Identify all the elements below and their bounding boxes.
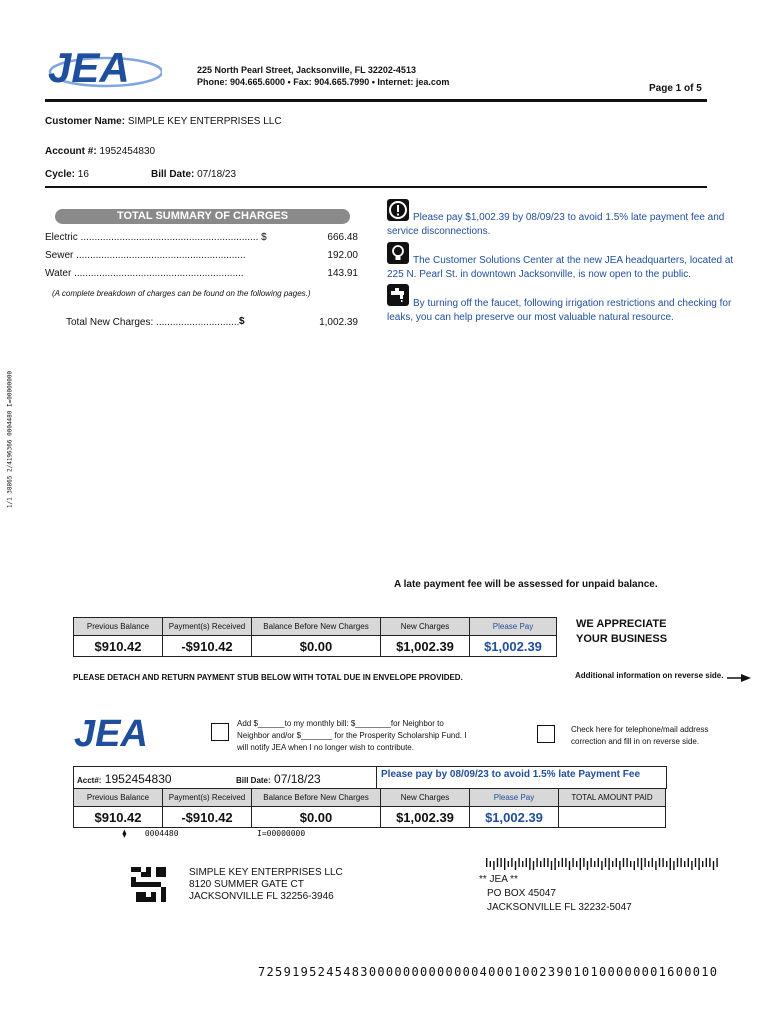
stub-new-charges: $1,002.39 xyxy=(381,807,470,828)
stub-code-left xyxy=(122,829,179,838)
account-number: 1952454830 xyxy=(99,146,156,157)
col-balance-before: Balance Before New Charges xyxy=(252,618,381,636)
stub-acct-number: 1952454830 xyxy=(104,772,172,786)
additional-info: Additional information on reverse side. xyxy=(575,671,724,680)
mail-to-line: PO BOX 45047 xyxy=(487,888,556,899)
water-value: 143.91 xyxy=(327,268,358,279)
summary-note: (A complete breakdown of charges can be found on the following pages.) xyxy=(52,289,311,298)
address-correction-text: Check here for telephone/mail address correction and fill in on reverse side. xyxy=(571,725,709,746)
scanline: 725919524548300000000000004000100239010100000001600010 xyxy=(258,965,719,979)
total-label: Total New Charges: .............................. xyxy=(66,317,240,328)
bill-date-label: Bill Date: xyxy=(151,169,195,180)
cycle-value: 16 xyxy=(77,169,89,180)
stub-bill-date-value: 07/18/23 xyxy=(274,772,321,786)
stub-col-balance-before: Balance Before New Charges xyxy=(252,789,381,807)
stub-jea-logo xyxy=(72,710,172,754)
mail-from xyxy=(189,867,343,903)
stub-table-header xyxy=(74,789,666,807)
bill-date-row xyxy=(151,169,236,180)
mail-from-line: 8120 SUMMER GATE CT xyxy=(189,879,304,890)
stub-col-payments-received: Payment(s) Received xyxy=(163,789,252,807)
account-label: Account #: xyxy=(45,146,97,157)
stub-table-values xyxy=(74,807,666,828)
previous-balance: $910.42 xyxy=(74,636,163,657)
mail-to-line: JACKSONVILLE FL 32232-5047 xyxy=(487,902,632,913)
cycle-label: Cycle: xyxy=(45,169,76,180)
stub-acct xyxy=(77,772,172,786)
bill-date: 07/18/23 xyxy=(197,169,237,180)
stub-code-left-value: 0004480 xyxy=(144,829,179,838)
customer-name-label: Customer Name: xyxy=(45,116,126,127)
contribution-text: Add $______to my monthly bill: $________for Neighbor to Neighbor and/or $_______ for the Prosperity Scholarship Fund. I will notify JEA when I no longer wish to contribute. xyxy=(237,719,467,752)
company-contact: Phone: 904.665.6000 • Fax: 904.665.7990 • Internet: jea.com xyxy=(197,77,450,87)
summary-row xyxy=(45,232,358,243)
stub-table xyxy=(73,788,666,828)
col-previous-balance: Previous Balance xyxy=(74,618,163,636)
detach-instructions: PLEASE DETACH AND RETURN PAYMENT STUB BELOW WITH TOTAL DUE IN ENVELOPE PROVIDED. xyxy=(73,673,463,682)
jea-logo xyxy=(44,42,162,92)
stub-previous-balance: $910.42 xyxy=(74,807,163,828)
svg-text:JEA: JEA xyxy=(48,44,130,91)
mail-from-line: JACKSONVILLE FL 32256-3946 xyxy=(189,891,334,902)
total-value: 1,002.39 xyxy=(319,317,358,328)
stub-col-total-paid: TOTAL AMOUNT PAID xyxy=(559,789,666,807)
stub-bill-date xyxy=(236,772,321,786)
customer-name-row xyxy=(45,116,282,127)
summary-row xyxy=(45,268,358,279)
appreciate-text: WE APPRECIATE YOUR BUSINESS xyxy=(576,618,668,645)
summary-title: TOTAL SUMMARY OF CHARGES xyxy=(55,209,350,224)
stub-code-right: I=00000000 xyxy=(257,829,306,838)
stub-col-new-charges: New Charges xyxy=(381,789,470,807)
stub-col-please-pay: Please Pay xyxy=(470,789,559,807)
svg-text:JEA: JEA xyxy=(74,713,148,754)
stub-balance-before: $0.00 xyxy=(252,807,381,828)
total-row xyxy=(66,317,358,328)
late-notice: A late payment fee will be assessed for unpaid balance. xyxy=(394,579,658,590)
mail-from-line: SIMPLE KEY ENTERPRISES LLC xyxy=(189,867,343,878)
customer-name: SIMPLE KEY ENTERPRISES LLC xyxy=(127,116,282,127)
message-late-fee: Please pay $1,002.39 by 08/09/23 to avoid 1.5% late payment fee and service disconnections. xyxy=(387,212,725,237)
contribution-checkbox[interactable] xyxy=(211,723,229,741)
stub-please-pay: $1,002.39 xyxy=(470,807,559,828)
water-label: Water ............................................................. xyxy=(45,268,244,279)
summary-row xyxy=(45,250,358,261)
company-address: 225 North Pearl Street, Jacksonville, FL 32202-4513 xyxy=(197,65,416,75)
total-amount-paid-field[interactable] xyxy=(559,807,666,828)
col-payments-received: Payment(s) Received xyxy=(163,618,252,636)
electric-value: 666.48 xyxy=(327,232,358,243)
stub-pay-by: Please pay by 08/09/23 to avoid 1.5% late Payment Fee xyxy=(381,769,641,780)
stub-payments-received: -$910.42 xyxy=(163,807,252,828)
stub-col-previous-balance: Previous Balance xyxy=(74,789,163,807)
col-please-pay: Please Pay xyxy=(470,618,557,636)
stub-acct-label: Acct#: xyxy=(77,776,102,785)
balance-table-values xyxy=(74,636,557,657)
diamond-icon: ⧫ xyxy=(122,829,127,838)
side-code: 1/1 38865 2/4196366 0004480 I=00000000 xyxy=(6,370,14,509)
total-currency: $ xyxy=(239,316,245,327)
stub-bill-date-label: Bill Date: xyxy=(236,776,271,785)
message-customer-center: The Customer Solutions Center at the new JEA headquarters, located at 225 N. Pearl St. in downtown Jacksonville, is now open to the public. xyxy=(387,255,734,280)
sewer-value: 192.00 xyxy=(327,250,358,261)
balance-table xyxy=(73,617,557,657)
electric-label: Electric ................................................................ $ xyxy=(45,232,267,243)
payments-received: -$910.42 xyxy=(163,636,252,657)
address-correction-checkbox[interactable] xyxy=(537,725,555,743)
message-conservation: By turning off the faucet, following irrigation restrictions and checking for leaks, you can help preserve our most valuable natural resource. xyxy=(387,298,732,323)
new-charges: $1,002.39 xyxy=(381,636,470,657)
col-new-charges: New Charges xyxy=(381,618,470,636)
arrow-right-icon xyxy=(727,670,751,688)
balance-table-header xyxy=(74,618,557,636)
mail-to xyxy=(479,873,632,915)
postal-barcode xyxy=(486,857,722,869)
balance-before: $0.00 xyxy=(252,636,381,657)
mail-to-line: ** JEA ** xyxy=(479,874,518,885)
account-row xyxy=(45,146,155,157)
customer-rule xyxy=(45,186,707,188)
sewer-label: Sewer ............................................................. xyxy=(45,250,246,261)
page-number: Page 1 of 5 xyxy=(649,83,702,94)
cycle-row xyxy=(45,169,89,180)
qr-code-icon xyxy=(131,867,166,902)
header-rule xyxy=(45,99,707,102)
please-pay: $1,002.39 xyxy=(470,636,557,657)
